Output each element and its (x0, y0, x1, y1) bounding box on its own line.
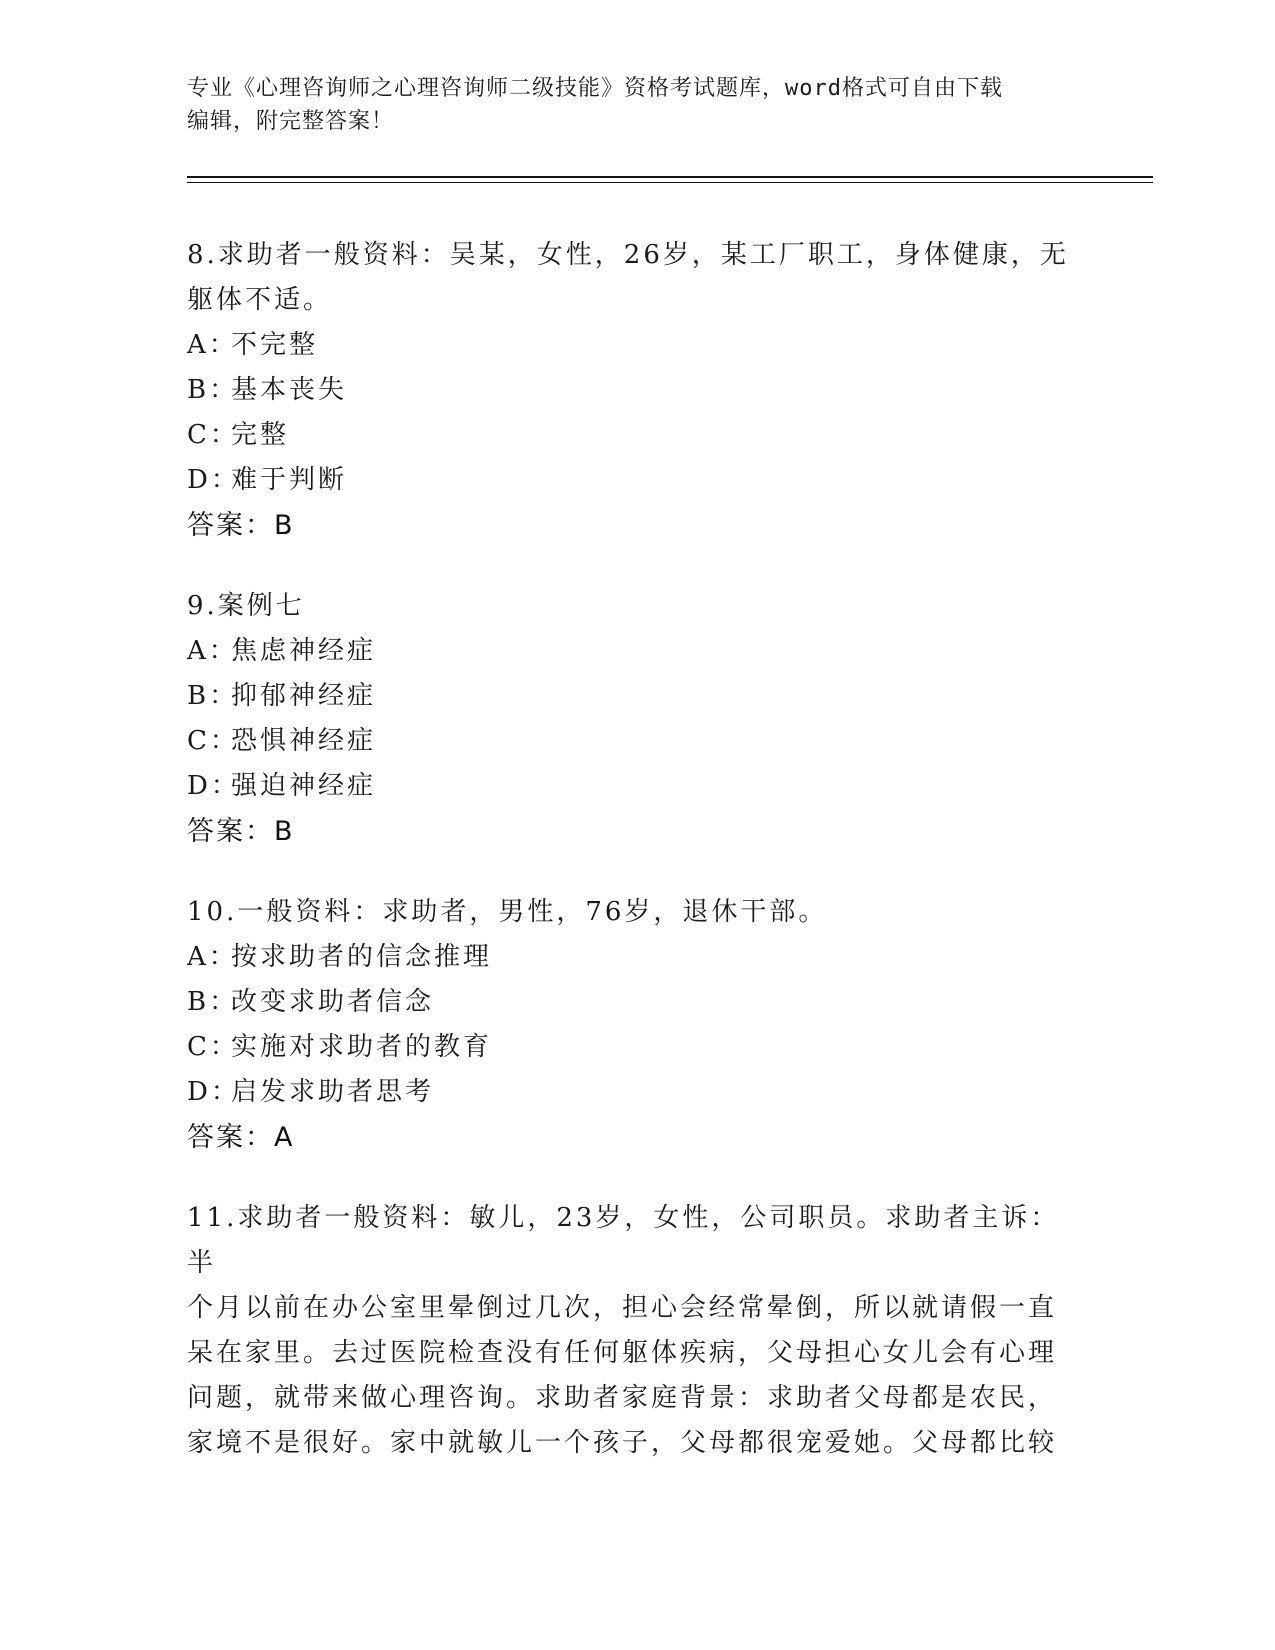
option-key: B： (187, 375, 239, 405)
option-key: B： (187, 987, 239, 1017)
option-text: 焦虑神经症 (231, 636, 377, 666)
question-option (187, 1070, 1087, 1115)
question-option (187, 1025, 1087, 1070)
question-option (187, 764, 1087, 809)
option-key: C： (187, 726, 239, 756)
question-block (187, 584, 1087, 854)
question-stem-line: 个月以前在办公室里晕倒过几次，担心会经常晕倒，所以就请假一直 (187, 1293, 1058, 1323)
header-divider-thin (187, 182, 1153, 183)
question-block (187, 1196, 1087, 1466)
option-key: A： (187, 942, 238, 972)
option-text: 完整 (231, 420, 290, 450)
option-text: 按求助者的信念推理 (231, 942, 493, 972)
option-text: 启发求助者思考 (231, 1077, 435, 1107)
option-key: D： (187, 465, 240, 495)
question-option (187, 935, 1087, 980)
option-text: 强迫神经症 (231, 771, 377, 801)
option-text: 抑郁神经症 (231, 681, 377, 711)
header-line-1: 专业《心理咨询师之心理咨询师二级技能》资格考试题库，word格式可自由下载 (187, 76, 1003, 101)
option-key: D： (187, 771, 240, 801)
document-header (187, 72, 1067, 138)
question-option (187, 719, 1087, 764)
question-option (187, 629, 1087, 674)
option-key: A： (187, 636, 238, 666)
question-stem-line: 8.求助者一般资料：吴某，女性，26岁，某工厂职工，身体健康，无 (187, 240, 1069, 270)
option-key: B： (187, 681, 239, 711)
question-block (187, 233, 1087, 548)
question-stem-line: 问题，就带来做心理咨询。求助者家庭背景：求助者父母都是农民， (187, 1383, 1058, 1413)
question-option (187, 980, 1087, 1025)
question-stem-line: 9.案例七 (187, 591, 305, 621)
answer-line: 答案：B (187, 510, 295, 541)
option-text: 不完整 (231, 330, 319, 360)
answer-line: 答案：B (187, 816, 295, 847)
question-stem-line: 躯体不适。 (187, 285, 333, 315)
option-text: 改变求助者信念 (231, 987, 435, 1017)
question-option (187, 413, 1087, 458)
question-option (187, 323, 1087, 368)
answer-line: 答案：A (187, 1122, 295, 1153)
option-key: A： (187, 330, 238, 360)
option-key: C： (187, 1032, 239, 1062)
question-option (187, 674, 1087, 719)
option-key: C： (187, 420, 239, 450)
header-line-2: 编辑，附完整答案！ (187, 109, 395, 134)
question-stem-line: 11.求助者一般资料：敏儿，23岁，女性，公司职员。求助者主诉：半 (187, 1203, 1060, 1278)
question-option (187, 458, 1087, 503)
option-key: D： (187, 1077, 240, 1107)
option-text: 恐惧神经症 (231, 726, 377, 756)
header-divider-thick (187, 176, 1153, 178)
option-text: 基本丧失 (231, 375, 348, 405)
question-stem-line: 呆在家里。去过医院检查没有任何躯体疾病，父母担心女儿会有心理 (187, 1338, 1058, 1368)
question-list (187, 233, 1087, 1502)
question-option (187, 368, 1087, 413)
question-block (187, 890, 1087, 1160)
option-text: 实施对求助者的教育 (231, 1032, 493, 1062)
question-stem-line: 10.一般资料：求助者，男性，76岁，退休干部。 (187, 897, 828, 927)
question-stem-line: 家境不是很好。家中就敏儿一个孩子，父母都很宠爱她。父母都比较 (187, 1428, 1058, 1458)
option-text: 难于判断 (231, 465, 348, 495)
